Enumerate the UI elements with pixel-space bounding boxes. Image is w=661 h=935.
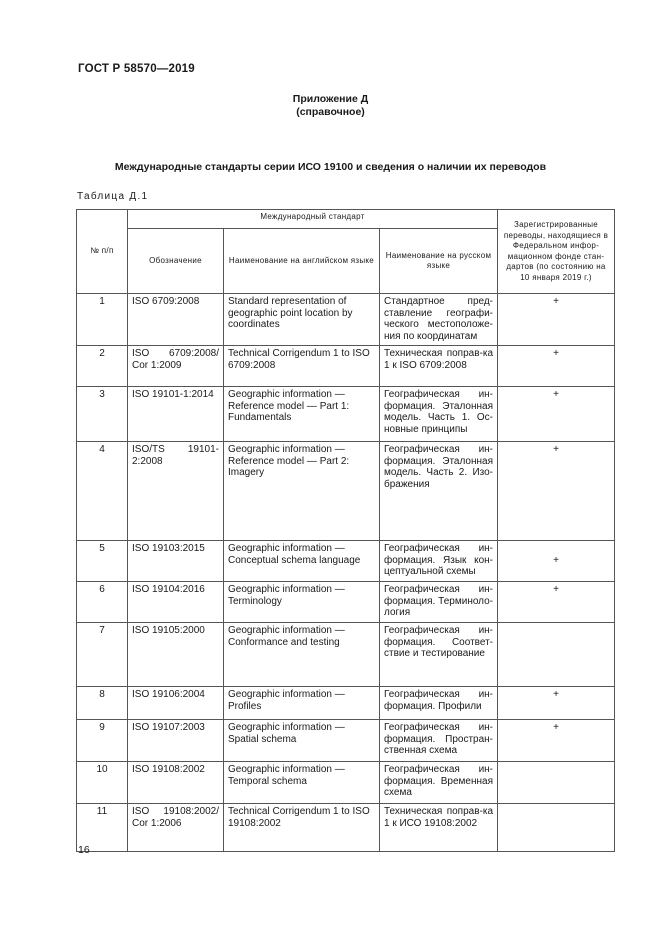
row-designation: ISO 19108:2002 — [128, 762, 224, 804]
row-name-english: Geographic information — Conceptual schema language — [224, 541, 380, 582]
row-name-english: Technical Corrigendum 1 to ISO 6709:2008 — [224, 346, 380, 387]
page-number: 16 — [78, 844, 90, 856]
row-num: 8 — [77, 687, 128, 720]
row-designation: ISO 19101-1:2014 — [128, 387, 224, 442]
row-registered: + — [498, 541, 615, 582]
row-name-english: Standard representation of geographic point location by coordinates — [224, 294, 380, 346]
row-num: 3 — [77, 387, 128, 442]
row-num: 7 — [77, 623, 128, 687]
row-name-russian: Техническая поправ-ка 1 к ИСО 19108:2002 — [380, 804, 498, 852]
row-registered: + — [498, 346, 615, 387]
row-name-russian: Географическая ин-формация. Эталонная модель. Часть 2. Изо-бражения — [380, 442, 498, 541]
row-registered: + — [498, 582, 615, 623]
col-header-designation: Обозначение — [128, 229, 224, 294]
row-designation: ISO 19105:2000 — [128, 623, 224, 687]
row-name-russian: Географическая ин-формация. Простран-ственная схема — [380, 720, 498, 762]
row-registered — [498, 804, 615, 852]
appendix-subtitle: (справочное) — [296, 106, 365, 118]
row-name-english: Geographic information — Reference model — Part 2: Imagery — [224, 442, 380, 541]
row-name-russian: Географическая ин-формация. Соответ-ствие и тестирование — [380, 623, 498, 687]
row-num: 2 — [77, 346, 128, 387]
row-designation: ISO 19107:2003 — [128, 720, 224, 762]
row-name-english: Geographic information — Reference model — Part 1: Fundamentals — [224, 387, 380, 442]
appendix-title: Приложение Д — [292, 93, 369, 105]
row-name-english: Technical Corrigendum 1 to ISO 19108:2002 — [224, 804, 380, 852]
row-name-russian: Географическая ин-формация. Профили — [380, 687, 498, 720]
row-name-russian: Техническая поправ-ка 1 к ISO 6709:2008 — [380, 346, 498, 387]
standard-code: ГОСТ Р 58570—2019 — [78, 63, 195, 75]
row-num: 4 — [77, 442, 128, 541]
row-num: 9 — [77, 720, 128, 762]
col-header-registered-translations: Зарегистрированные переводы, находящиеся в Федеральном инфор-мационном фонде стан-дартов (по состоянию на 10 января 2019 г.) — [498, 210, 615, 294]
row-designation: ISO 19106:2004 — [128, 687, 224, 720]
standards-table — [76, 209, 615, 852]
col-header-international-standard: Международный стандарт — [128, 210, 498, 229]
row-registered: + — [498, 442, 615, 541]
table-row — [77, 623, 615, 687]
row-designation: ISO/TS 19101-2:2008 — [128, 442, 224, 541]
row-name-english: Geographic information — Conformance and testing — [224, 623, 380, 687]
row-name-russian: Географическая ин-формация. Язык кон-цептуальной схемы — [380, 541, 498, 582]
row-num: 1 — [77, 294, 128, 346]
table-row — [77, 687, 615, 720]
row-num: 11 — [77, 804, 128, 852]
row-registered: + — [498, 720, 615, 762]
row-registered: + — [498, 687, 615, 720]
table-row — [77, 582, 615, 623]
row-name-russian: Стандартное пред-ставление географи-ческого местоположе-ния по координатам — [380, 294, 498, 346]
row-registered — [498, 762, 615, 804]
row-name-english: Geographic information — Profiles — [224, 687, 380, 720]
row-num: 6 — [77, 582, 128, 623]
table-row — [77, 346, 615, 387]
table-row — [77, 442, 615, 541]
row-name-russian: Географическая ин-формация. Эталонная модель. Часть 1. Ос-новные принципы — [380, 387, 498, 442]
col-header-name-english: Наименование на английском языке — [224, 229, 380, 294]
row-name-english: Geographic information — Spatial schema — [224, 720, 380, 762]
row-num: 5 — [77, 541, 128, 582]
row-designation: ISO 19104:2016 — [128, 582, 224, 623]
row-name-russian: Географическая ин-формация. Терминоло-логия — [380, 582, 498, 623]
row-registered: + — [498, 387, 615, 442]
table-row — [77, 387, 615, 442]
table-row — [77, 804, 615, 852]
row-designation: ISO 6709:2008/ Cor 1:2009 — [128, 346, 224, 387]
table-row — [77, 762, 615, 804]
col-header-num: № п/п — [77, 210, 128, 294]
section-heading: Международные стандарты серии ИСО 19100 и сведения о наличии их переводов — [114, 161, 547, 173]
col-header-name-russian: Наименование на русском языке — [380, 229, 498, 294]
row-registered: + — [498, 294, 615, 346]
row-designation: ISO 6709:2008 — [128, 294, 224, 346]
table-row — [77, 541, 615, 582]
row-name-russian: Географическая ин-формация. Временная схема — [380, 762, 498, 804]
table-label: Таблица Д.1 — [77, 191, 149, 202]
row-name-english: Geographic information — Terminology — [224, 582, 380, 623]
row-designation: ISO 19103:2015 — [128, 541, 224, 582]
row-num: 10 — [77, 762, 128, 804]
row-name-english: Geographic information — Temporal schema — [224, 762, 380, 804]
table-row — [77, 294, 615, 346]
row-designation: ISO 19108:2002/ Cor 1:2006 — [128, 804, 224, 852]
table-row — [77, 720, 615, 762]
row-registered — [498, 623, 615, 687]
